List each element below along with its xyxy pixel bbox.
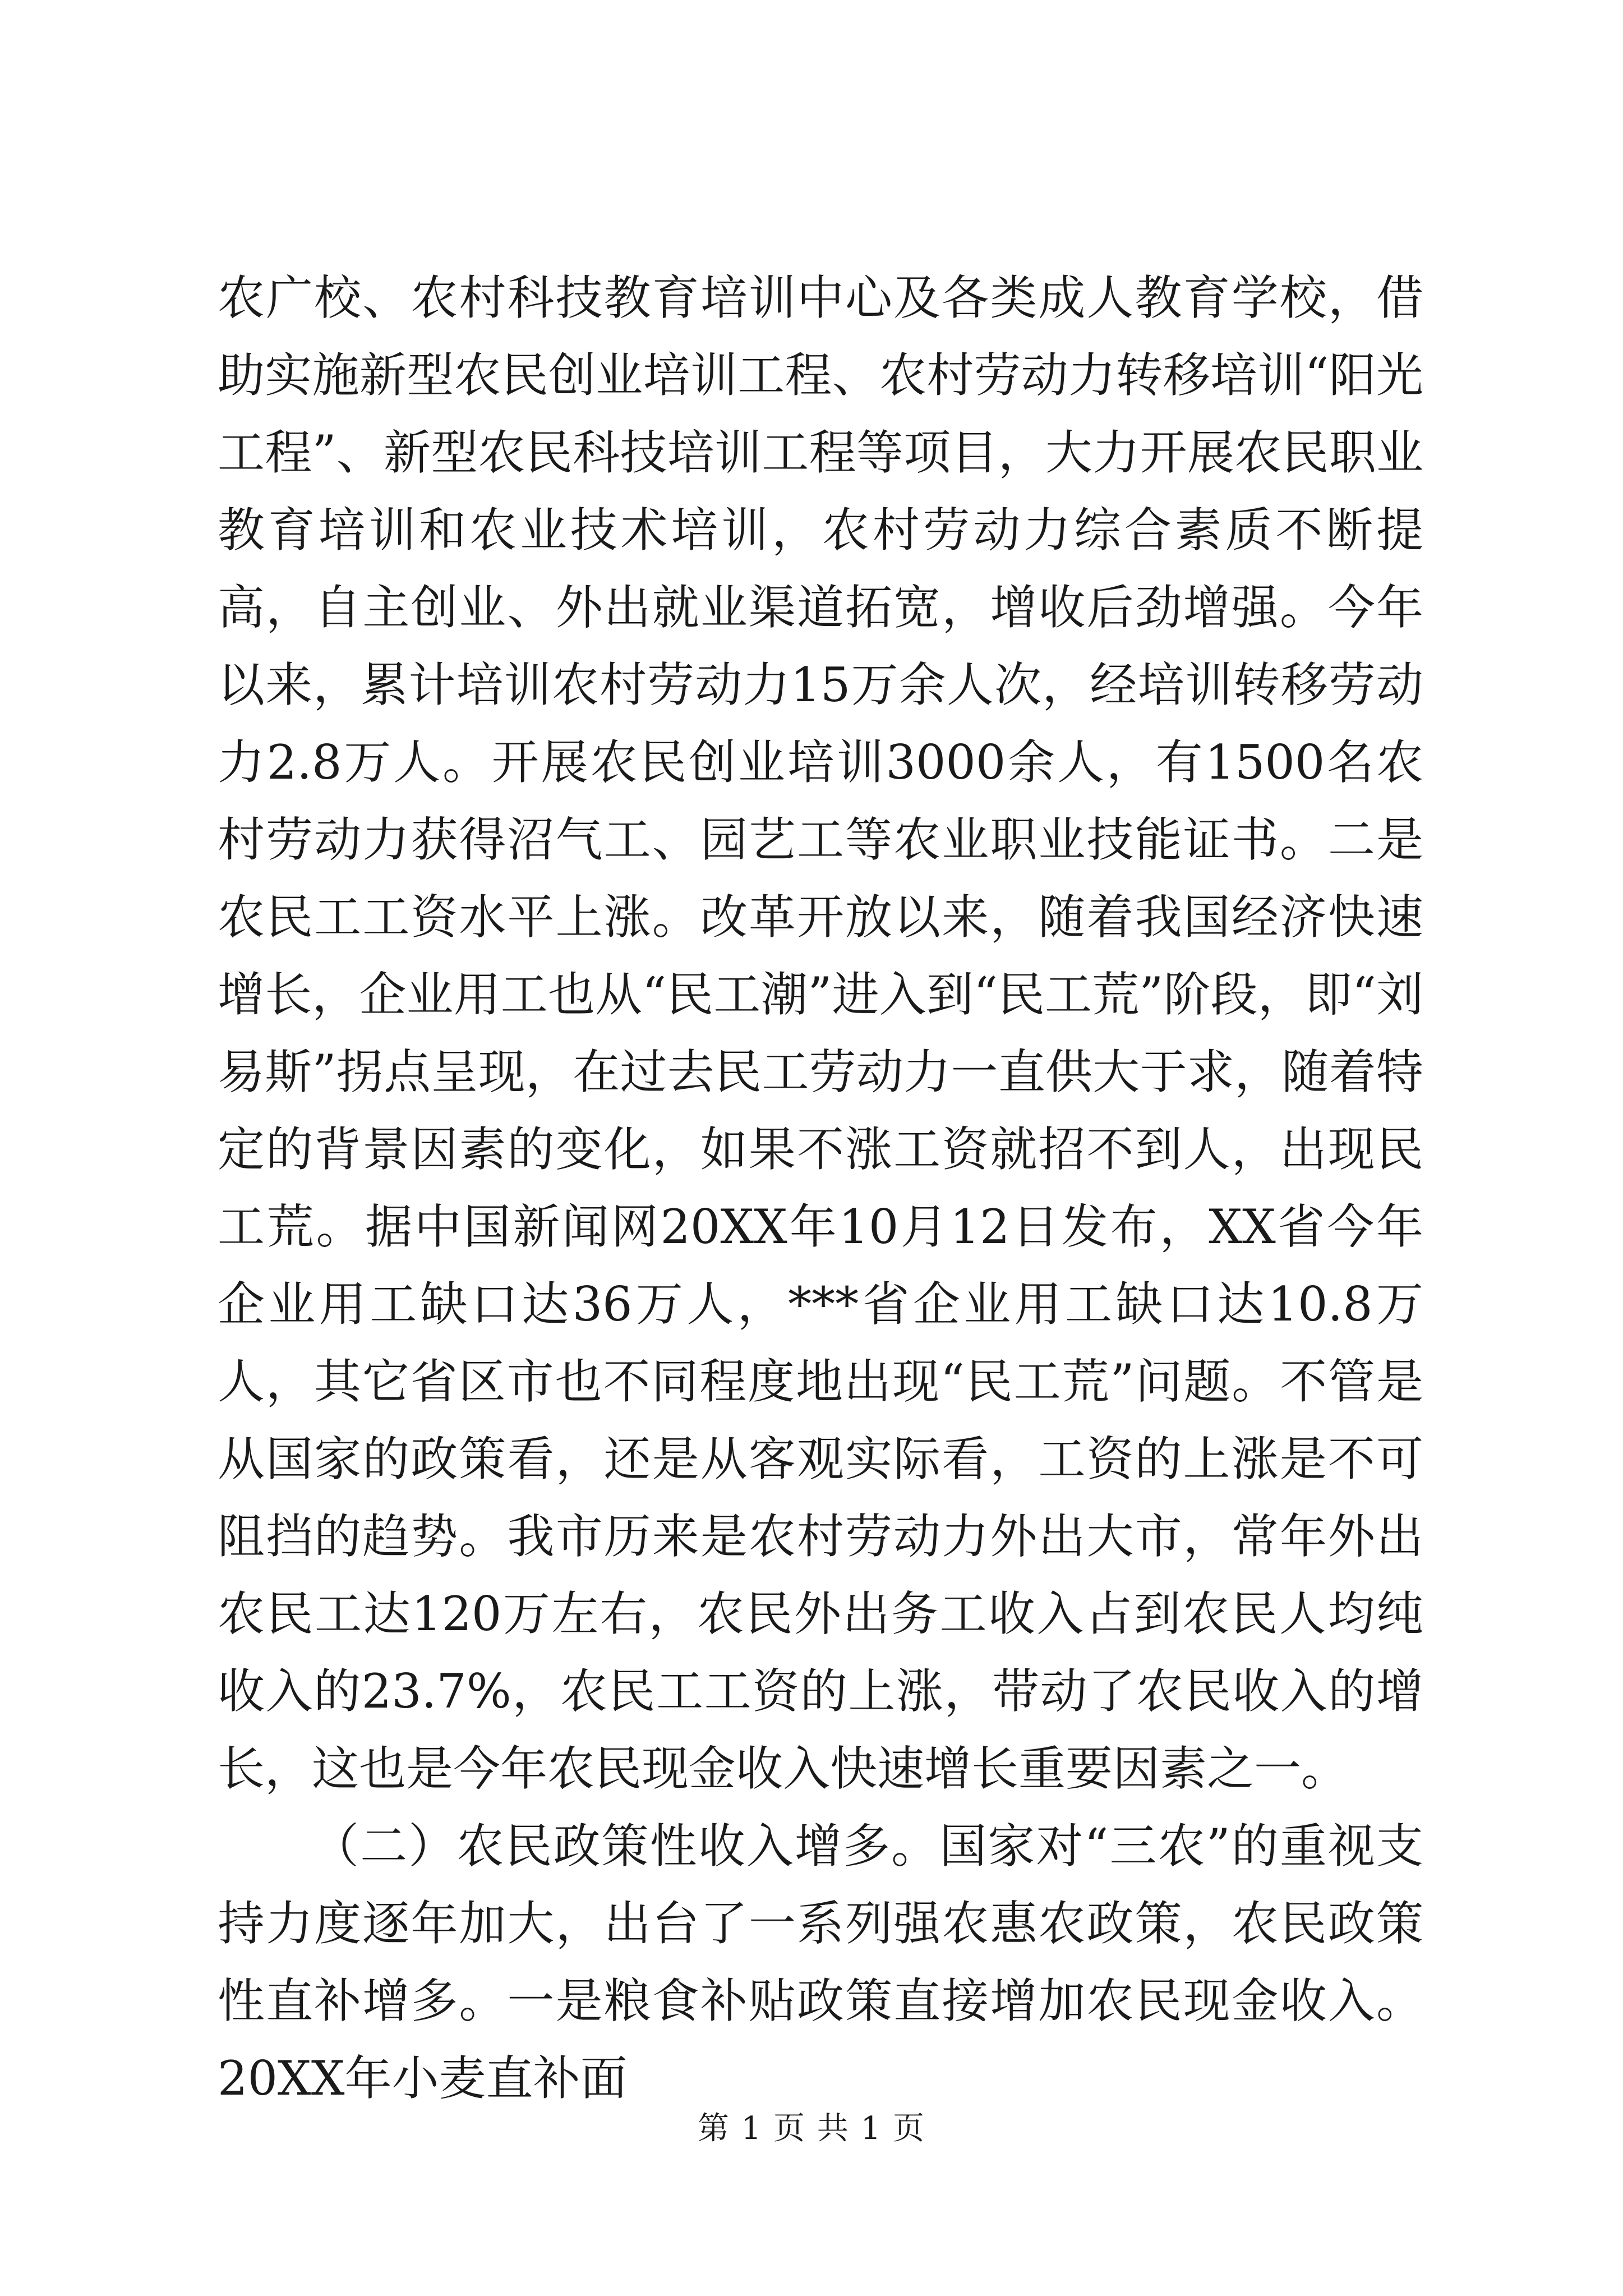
document-body (218, 259, 1423, 2117)
page-footer: 第 1 页 共 1 页 (697, 2110, 926, 2147)
paragraph-2: （二）农民政策性收入增多。国家对“三农”的重视支持力度逐年加大，出台了一系列强农惠农政策，农民政策性直补增多。一是粮食补贴政策直接增加农民现金收入。20XX年小麦直补面 (218, 1819, 1423, 2106)
paragraph-1: 农广校、农村科技教育培训中心及各类成人教育学校，借助实施新型农民创业培训工程、农村劳动力转移培训“阳光工程”、新型农民科技培训工程等项目，大力开展农民职业教育培训和农业技术培训，农村劳动力综合素质不断提高，自主创业、外出就业渠道拓宽，增收后劲增强。今年以来，累计培训农村劳动力15万余人次，经培训转移劳动力2.8万人。开展农民创业培训3000余人，有1500名农村劳动力获得沼气工、园艺工等农业职业技能证书。二是农民工工资水平上涨。改革开放以来，随着我国经济快速增长，企业用工也从“民工潮”进入到“民工荒”阶段，即“刘易斯”拐点呈现，在过去民工劳动力一直供大于求，随着特定的背景因素的变化，如果不涨工资就招不到人，出现民工荒。据中国新闻网20XX年10月12日发布，XX省今年企业用工缺口达36万人，***省企业用工缺口达10.8万人，其它省区市也不同程度地出现“民工荒”问题。不管是从国家的政策看，还是从客观实际看，工资的上涨是不可阻挡的趋势。我市历来是农村劳动力外出大市，常年外出农民工达120万左右，农民外出务工收入占到农民人均纯收入的23.7%，农民工工资的上涨，带动了农民收入的增长，这也是今年农民现金收入快速增长重要因素之一。 (218, 270, 1423, 1796)
